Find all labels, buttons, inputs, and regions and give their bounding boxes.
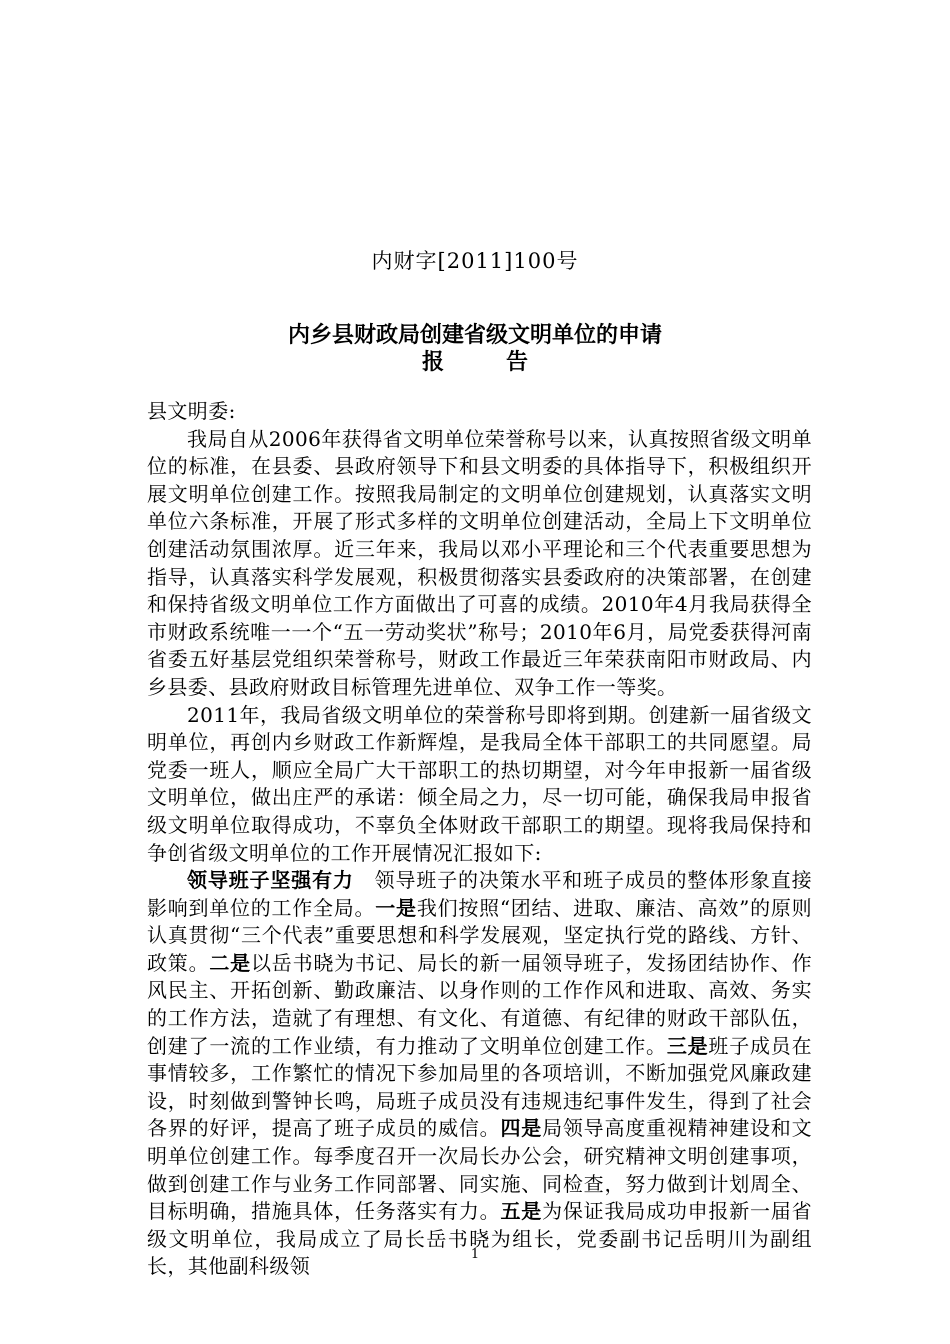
salutation: 县文明委: — [147, 399, 236, 423]
page-number: 1 — [470, 1247, 480, 1262]
section-heading-leadership: 领导班子坚强有力 — [187, 868, 354, 893]
leadership-spacer — [354, 868, 375, 892]
document-title — [0, 322, 950, 376]
leadership-point-1: 我们按照“团结、进取、廉洁、高效”的原则认真贯彻“三个代表”重要思想和科学发展观，坚定执行党的路线、方针、政策。 — [147, 895, 812, 975]
leadership-point-2: 以岳书晓为书记、局长的新一届领导班子，发扬团结协作、作风民主、开拓创新、勤政廉洁、以身作则的工作作风和进取、高效、务实的工作方法，造就了有理想、有文化、有道德、有纪律的财政干部队伍，创建了一流的工作业绩，有力推动了文明单位创建工作。 — [147, 950, 812, 1058]
title-line-1: 内乡县财政局创建省级文明单位的申请 — [287, 323, 662, 348]
paragraph-leadership — [147, 867, 812, 1281]
leadership-intro: 领导班子的决策水平和班子成员的整体形象直接影响到单位的工作全局。 — [147, 868, 813, 920]
ordinal-5: 五是 — [500, 1199, 543, 1224]
paragraph-commitment: 2011年，我局省级文明单位的荣誉称号即将到期。创建新一届省级文明单位，再创内乡财政工作新辉煌，是我局全体干部职工的共同愿望。局党委一班人，顺应全局广大干部职工的热切期望，对今年申报新一届省级文明单位，做出庄严的承诺：倾全局之力，尽一切可能，确保我局申报省级文明单位取得成功，不辜负全体财政干部职工的期望。现将我局保持和争创省级文明单位的工作开展情况汇报如下: — [147, 702, 812, 865]
document-body — [147, 398, 812, 1281]
document-number: 内财字[2011]100号 — [371, 249, 579, 273]
paragraph-intro: 我局自从2006年获得省文明单位荣誉称号以来，认真按照省级文明单位的标准，在县委、县政府领导下和县文明委的具体指导下，积极组织开展文明单位创建工作。按照我局制定的文明单位创建规划，认真落实文明单位六条标准，开展了形式多样的文明单位创建活动，全局上下文明单位创建活动氛围浓厚。近三年来，我局以邓小平理论和三个代表重要思想为指导，认真落实科学发展观，积极贯彻落实县委政府的决策部署，在创建和保持省级文明单位工作方面做出了可喜的成绩。2010年4月我局获得全市财政系统唯一一个“五一劳动奖状”称号；2010年6月，局党委获得河南省委五好基层党组织荣誉称号，财政工作最近三年荣获南阳市财政局、内乡县委、县政府财政目标管理先进单位、双争工作一等奖。 — [147, 426, 812, 699]
ordinal-3: 三是 — [666, 1033, 709, 1058]
leadership-point-3: 班子成员在事情较多，工作繁忙的情况下参加局里的各项培训，不断加强党风廉政建设，时刻做到警钟长鸣，局班子成员没有违规违纪事件发生，得到了社会各界的好评，提高了班子成员的威信。 — [147, 1033, 812, 1141]
leadership-point-5: 为保证我局成功申报新一届省级文明单位，我局成立了局长岳书晓为组长，党委副书记岳明川为副组长，其他副科级领 — [147, 1199, 812, 1279]
leadership-point-4: 局领导高度重视精神建设和文明单位创建工作。每季度召开一次局长办公会，研究精神文明创建事项，做到创建工作与业务工作同部署、同实施、同检查，努力做到计划周全、目标明确，措施具体，任务落实有力。 — [147, 1116, 812, 1224]
title-line-2: 报告 — [421, 350, 590, 375]
ordinal-4: 四是 — [500, 1116, 543, 1141]
ordinal-1: 一是 — [375, 895, 417, 920]
ordinal-2: 二是 — [209, 950, 251, 975]
